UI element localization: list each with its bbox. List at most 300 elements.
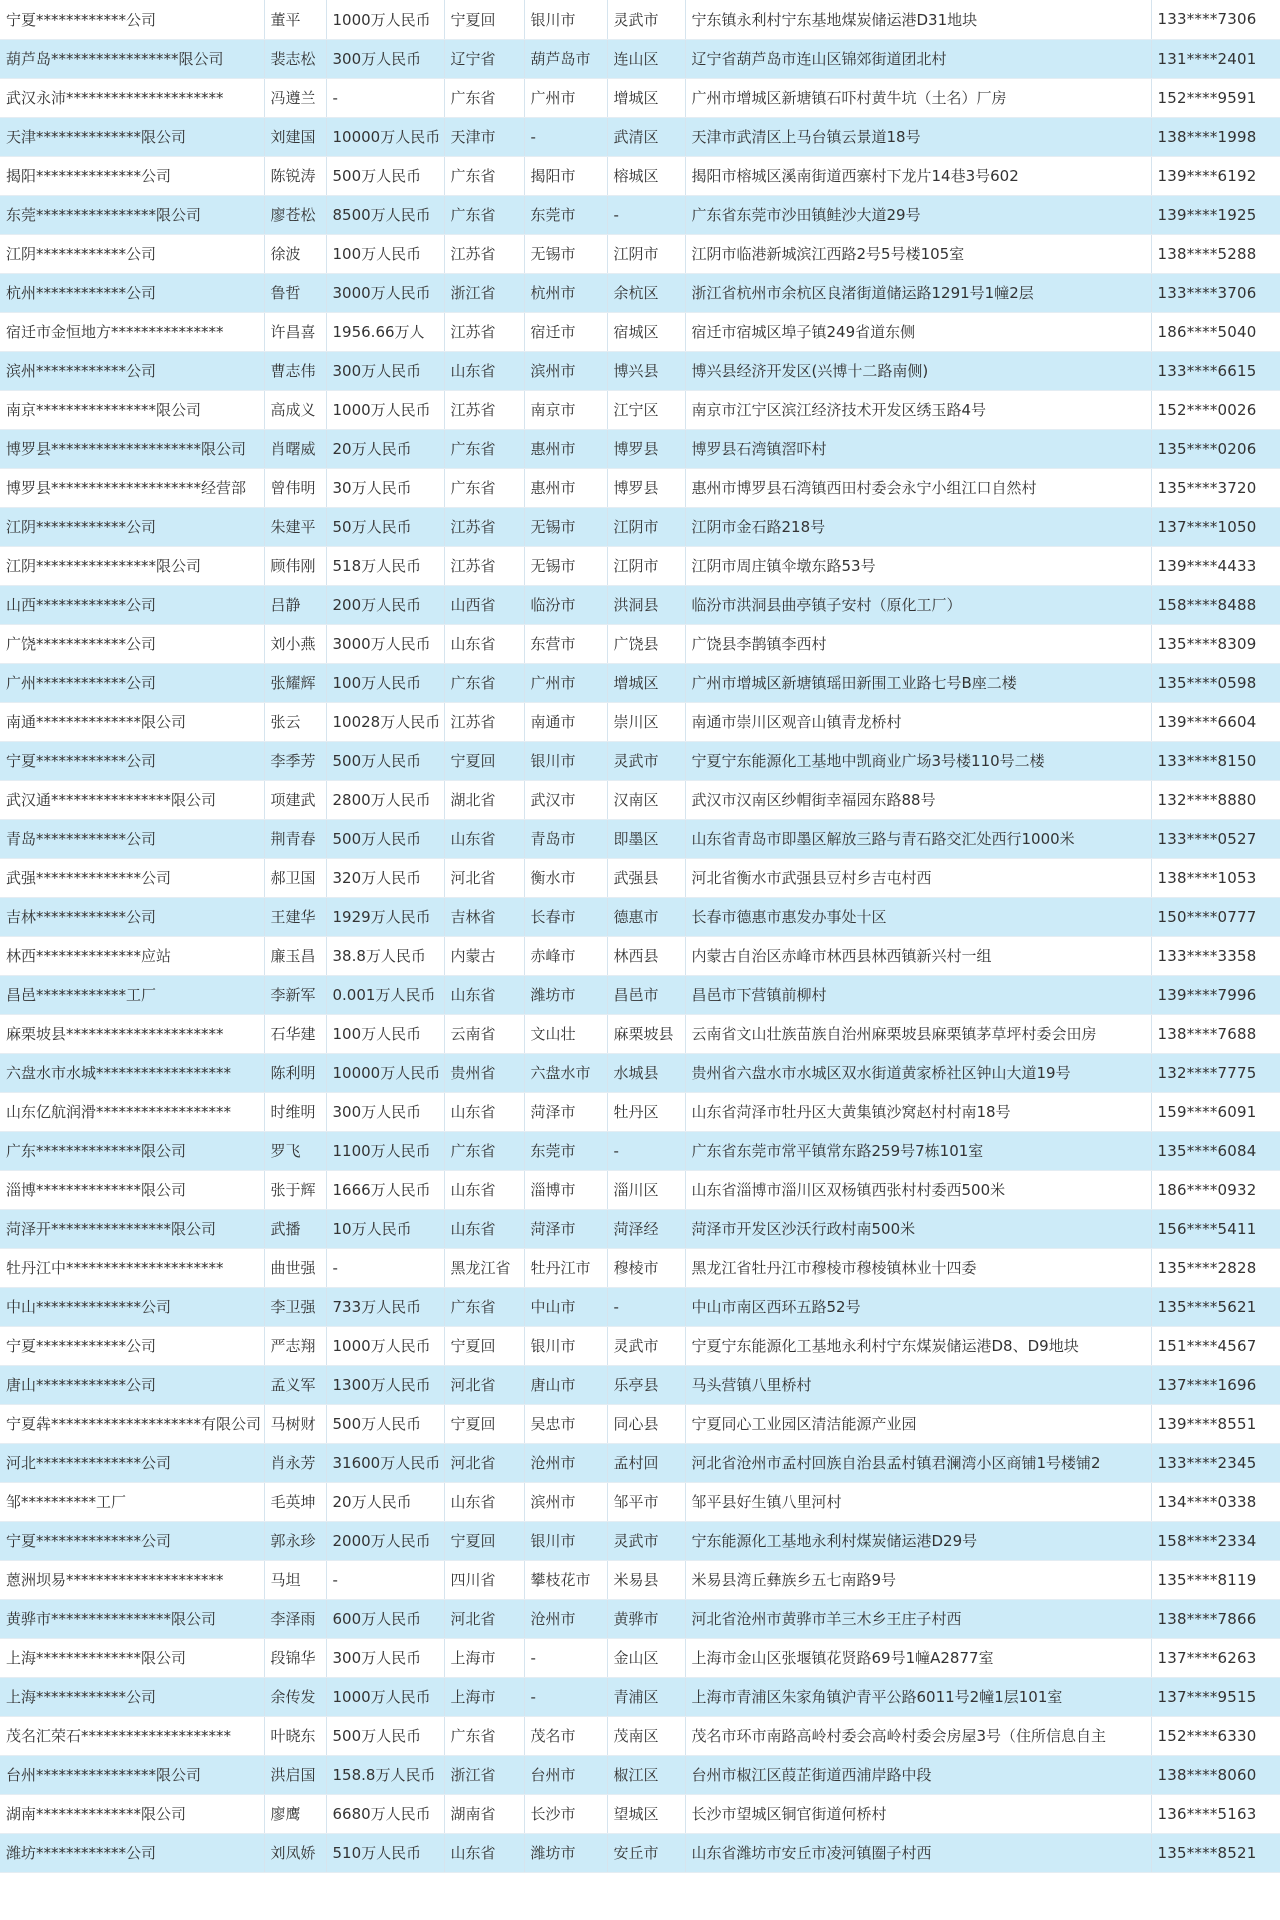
province-cell: 江苏省 [444, 312, 524, 351]
district-cell: 水城县 [607, 1053, 685, 1092]
registered-capital-cell: 2000万人民币 [326, 1521, 444, 1560]
company-name-cell: 茂名汇荣石******************** [0, 1716, 264, 1755]
district-cell: 崇川区 [607, 702, 685, 741]
province-cell: 河北省 [444, 1443, 524, 1482]
city-cell: 菏泽市 [524, 1209, 607, 1248]
address-cell: 宁夏宁东能源化工基地永利村宁东煤炭储运港D8、D9地块 [685, 1326, 1151, 1365]
address-cell: 惠州市博罗县石湾镇西田村委会永宁小组江口自然村 [685, 468, 1151, 507]
city-cell: 淄博市 [524, 1170, 607, 1209]
district-cell: 江宁区 [607, 390, 685, 429]
phone-cell: 132****8880 [1151, 780, 1280, 819]
company-name-cell: 江阴************公司 [0, 507, 264, 546]
address-cell: 江阴市临港新城滨江西路2号5号楼105室 [685, 234, 1151, 273]
province-cell: 山东省 [444, 1170, 524, 1209]
contact-person-cell: 项建武 [264, 780, 326, 819]
registered-capital-cell: 200万人民币 [326, 585, 444, 624]
district-cell: 江阴市 [607, 507, 685, 546]
district-cell: 武清区 [607, 117, 685, 156]
registered-capital-cell: - [326, 1248, 444, 1287]
province-cell: 湖北省 [444, 780, 524, 819]
company-name-cell: 台州****************限公司 [0, 1755, 264, 1794]
contact-person-cell: 郭永珍 [264, 1521, 326, 1560]
contact-person-cell: 李季芳 [264, 741, 326, 780]
table-row [0, 585, 1280, 624]
phone-cell: 151****4567 [1151, 1326, 1280, 1365]
province-cell: 湖南省 [444, 1794, 524, 1833]
company-name-cell: 天津**************限公司 [0, 117, 264, 156]
city-cell: 沧州市 [524, 1443, 607, 1482]
phone-cell: 152****6330 [1151, 1716, 1280, 1755]
phone-cell: 135****0206 [1151, 429, 1280, 468]
phone-cell: 133****3706 [1151, 273, 1280, 312]
registered-capital-cell: 2800万人民币 [326, 780, 444, 819]
district-cell: 麻栗坡县 [607, 1014, 685, 1053]
registered-capital-cell: 10000万人民币 [326, 117, 444, 156]
address-cell: 中山市南区西环五路52号 [685, 1287, 1151, 1326]
registered-capital-cell: 0.001万人民币 [326, 975, 444, 1014]
contact-person-cell: 时维明 [264, 1092, 326, 1131]
contact-person-cell: 刘建国 [264, 117, 326, 156]
table-row [0, 507, 1280, 546]
phone-cell: 139****8551 [1151, 1404, 1280, 1443]
phone-cell: 186****0932 [1151, 1170, 1280, 1209]
city-cell: 六盘水市 [524, 1053, 607, 1092]
district-cell: 金山区 [607, 1638, 685, 1677]
address-cell: 广东省东莞市沙田镇鲑沙大道29号 [685, 195, 1151, 234]
province-cell: 宁夏回 [444, 1521, 524, 1560]
phone-cell: 133****6615 [1151, 351, 1280, 390]
company-name-cell: 宁夏**************公司 [0, 1521, 264, 1560]
contact-person-cell: 廉玉昌 [264, 936, 326, 975]
address-cell: 菏泽市开发区沙沃行政村南500米 [685, 1209, 1151, 1248]
contact-person-cell: 荆青春 [264, 819, 326, 858]
table-row [0, 702, 1280, 741]
address-cell: 山东省菏泽市牡丹区大黄集镇沙窝赵村村南18号 [685, 1092, 1151, 1131]
city-cell: 牡丹江市 [524, 1248, 607, 1287]
city-cell: 滨州市 [524, 1482, 607, 1521]
address-cell: 临汾市洪洞县曲亭镇子安村（原化工厂） [685, 585, 1151, 624]
province-cell: 广东省 [444, 663, 524, 702]
address-cell: 宁夏宁东能源化工基地中凯商业广场3号楼110号二楼 [685, 741, 1151, 780]
registered-capital-cell: 500万人民币 [326, 156, 444, 195]
registered-capital-cell: 300万人民币 [326, 1092, 444, 1131]
table-row [0, 663, 1280, 702]
registered-capital-cell: 733万人民币 [326, 1287, 444, 1326]
company-name-cell: 广州************公司 [0, 663, 264, 702]
address-cell: 河北省衡水市武强县豆村乡吉屯村西 [685, 858, 1151, 897]
table-row [0, 1443, 1280, 1482]
registered-capital-cell: 1000万人民币 [326, 390, 444, 429]
district-cell: 连山区 [607, 39, 685, 78]
company-name-cell: 上海************公司 [0, 1677, 264, 1716]
province-cell: 四川省 [444, 1560, 524, 1599]
table-row [0, 1755, 1280, 1794]
district-cell: 洪洞县 [607, 585, 685, 624]
province-cell: 山东省 [444, 819, 524, 858]
district-cell: 博兴县 [607, 351, 685, 390]
province-cell: 山东省 [444, 1209, 524, 1248]
contact-person-cell: 刘小燕 [264, 624, 326, 663]
city-cell: 无锡市 [524, 507, 607, 546]
address-cell: 长沙市望城区铜官街道何桥村 [685, 1794, 1151, 1833]
phone-cell: 138****5288 [1151, 234, 1280, 273]
registered-capital-cell: 50万人民币 [326, 507, 444, 546]
district-cell: 米易县 [607, 1560, 685, 1599]
province-cell: 山东省 [444, 975, 524, 1014]
province-cell: 广东省 [444, 195, 524, 234]
city-cell: - [524, 1677, 607, 1716]
address-cell: 江阴市周庄镇伞墩东路53号 [685, 546, 1151, 585]
city-cell: 惠州市 [524, 468, 607, 507]
table-row [0, 1131, 1280, 1170]
company-name-cell: 邹**********工厂 [0, 1482, 264, 1521]
table-row [0, 1833, 1280, 1872]
contact-person-cell: 吕静 [264, 585, 326, 624]
address-cell: 浙江省杭州市余杭区良渚街道储运路1291号1幢2层 [685, 273, 1151, 312]
registered-capital-cell: 100万人民币 [326, 234, 444, 273]
address-cell: 上海市金山区张堰镇花贤路69号1幢A2877室 [685, 1638, 1151, 1677]
city-cell: 银川市 [524, 741, 607, 780]
address-cell: 宁东镇永利村宁东基地煤炭储运港D31地块 [685, 0, 1151, 39]
contact-person-cell: 曹志伟 [264, 351, 326, 390]
company-name-cell: 东莞****************限公司 [0, 195, 264, 234]
phone-cell: 133****2345 [1151, 1443, 1280, 1482]
district-cell: 博罗县 [607, 429, 685, 468]
registered-capital-cell: 30万人民币 [326, 468, 444, 507]
district-cell: 江阴市 [607, 234, 685, 273]
registered-capital-cell: 300万人民币 [326, 1638, 444, 1677]
company-name-cell: 唐山************公司 [0, 1365, 264, 1404]
province-cell: 内蒙古 [444, 936, 524, 975]
company-name-cell: 江阴************公司 [0, 234, 264, 273]
phone-cell: 135****8119 [1151, 1560, 1280, 1599]
company-name-cell: 广饶************公司 [0, 624, 264, 663]
registered-capital-cell: 100万人民币 [326, 663, 444, 702]
company-name-cell: 广东**************限公司 [0, 1131, 264, 1170]
phone-cell: 139****7996 [1151, 975, 1280, 1014]
city-cell: 杭州市 [524, 273, 607, 312]
registered-capital-cell: 1300万人民币 [326, 1365, 444, 1404]
address-cell: 茂名市环市南路高岭村委会高岭村委会房屋3号（住所信息自主 [685, 1716, 1151, 1755]
contact-person-cell: 孟义军 [264, 1365, 326, 1404]
address-cell: 宁东能源化工基地永利村煤炭储运港D29号 [685, 1521, 1151, 1560]
contact-person-cell: 石华建 [264, 1014, 326, 1053]
district-cell: 灵武市 [607, 1521, 685, 1560]
table-row [0, 1482, 1280, 1521]
phone-cell: 131****2401 [1151, 39, 1280, 78]
province-cell: 辽宁省 [444, 39, 524, 78]
registered-capital-cell: 38.8万人民币 [326, 936, 444, 975]
table-row [0, 1365, 1280, 1404]
province-cell: 黑龙江省 [444, 1248, 524, 1287]
registered-capital-cell: 1000万人民币 [326, 1326, 444, 1365]
table-row [0, 312, 1280, 351]
registered-capital-cell: 6680万人民币 [326, 1794, 444, 1833]
company-name-cell: 江阴****************限公司 [0, 546, 264, 585]
district-cell: 汉南区 [607, 780, 685, 819]
company-name-cell: 葫芦岛*****************限公司 [0, 39, 264, 78]
city-cell: 长春市 [524, 897, 607, 936]
province-cell: 河北省 [444, 858, 524, 897]
contact-person-cell: 叶晓东 [264, 1716, 326, 1755]
district-cell: 安丘市 [607, 1833, 685, 1872]
registered-capital-cell: 8500万人民币 [326, 195, 444, 234]
contact-person-cell: 张于辉 [264, 1170, 326, 1209]
province-cell: 河北省 [444, 1365, 524, 1404]
province-cell: 浙江省 [444, 273, 524, 312]
district-cell: 德惠市 [607, 897, 685, 936]
contact-person-cell: 王建华 [264, 897, 326, 936]
phone-cell: 137****9515 [1151, 1677, 1280, 1716]
district-cell: 望城区 [607, 1794, 685, 1833]
address-cell: 河北省沧州市孟村回族自治县孟村镇君澜湾小区商铺1号楼铺2 [685, 1443, 1151, 1482]
province-cell: 江苏省 [444, 546, 524, 585]
table-row [0, 273, 1280, 312]
registered-capital-cell: 20万人民币 [326, 1482, 444, 1521]
district-cell: 增城区 [607, 78, 685, 117]
district-cell: 青浦区 [607, 1677, 685, 1716]
contact-person-cell: 曲世强 [264, 1248, 326, 1287]
province-cell: 广东省 [444, 1716, 524, 1755]
company-name-cell: 潍坊************公司 [0, 1833, 264, 1872]
registered-capital-cell: 320万人民币 [326, 858, 444, 897]
company-name-cell: 吉林************公司 [0, 897, 264, 936]
address-cell: 云南省文山壮族苗族自治州麻栗坡县麻栗镇茅草坪村委会田房 [685, 1014, 1151, 1053]
table-row [0, 780, 1280, 819]
table-row [0, 351, 1280, 390]
province-cell: 山东省 [444, 351, 524, 390]
city-cell: 茂名市 [524, 1716, 607, 1755]
table-row [0, 390, 1280, 429]
province-cell: 天津市 [444, 117, 524, 156]
address-cell: 台州市椒江区葭芷街道西浦岸路中段 [685, 1755, 1151, 1794]
district-cell: 淄川区 [607, 1170, 685, 1209]
company-name-cell: 宁夏************公司 [0, 0, 264, 39]
address-cell: 揭阳市榕城区溪南街道西寨村下龙片14巷3号602 [685, 156, 1151, 195]
city-cell: 沧州市 [524, 1599, 607, 1638]
company-name-cell: 湖南**************限公司 [0, 1794, 264, 1833]
district-cell: 林西县 [607, 936, 685, 975]
company-name-cell: 武强**************公司 [0, 858, 264, 897]
address-cell: 南通市崇川区观音山镇青龙桥村 [685, 702, 1151, 741]
district-cell: 广饶县 [607, 624, 685, 663]
phone-cell: 134****0338 [1151, 1482, 1280, 1521]
table-row [0, 156, 1280, 195]
phone-cell: 133****0527 [1151, 819, 1280, 858]
table-row [0, 975, 1280, 1014]
phone-cell: 138****7688 [1151, 1014, 1280, 1053]
city-cell: 临汾市 [524, 585, 607, 624]
table-row [0, 195, 1280, 234]
district-cell: 榕城区 [607, 156, 685, 195]
province-cell: 广东省 [444, 429, 524, 468]
city-cell: 银川市 [524, 1326, 607, 1365]
phone-cell: 135****2828 [1151, 1248, 1280, 1287]
table-row [0, 1521, 1280, 1560]
company-name-cell: 杭州************公司 [0, 273, 264, 312]
company-name-cell: 中山**************公司 [0, 1287, 264, 1326]
phone-cell: 135****5621 [1151, 1287, 1280, 1326]
table-row [0, 546, 1280, 585]
registered-capital-cell: 500万人民币 [326, 1716, 444, 1755]
contact-person-cell: 徐波 [264, 234, 326, 273]
company-name-cell: 宿迁市金恒地方*************** [0, 312, 264, 351]
table-row [0, 429, 1280, 468]
city-cell: 滨州市 [524, 351, 607, 390]
company-name-cell: 宁夏************公司 [0, 741, 264, 780]
phone-cell: 135****0598 [1151, 663, 1280, 702]
address-cell: 江阴市金石路218号 [685, 507, 1151, 546]
phone-cell: 139****1925 [1151, 195, 1280, 234]
address-cell: 广州市增城区新塘镇瑶田新围工业路七号B座二楼 [685, 663, 1151, 702]
district-cell: 孟村回 [607, 1443, 685, 1482]
province-cell: 上海市 [444, 1677, 524, 1716]
city-cell: 广州市 [524, 663, 607, 702]
table-row [0, 1638, 1280, 1677]
registered-capital-cell: 1666万人民币 [326, 1170, 444, 1209]
address-cell: 宿迁市宿城区埠子镇249省道东侧 [685, 312, 1151, 351]
province-cell: 江苏省 [444, 390, 524, 429]
address-cell: 山东省淄博市淄川区双杨镇西张村村委西500米 [685, 1170, 1151, 1209]
company-name-cell: 山东亿航润滑****************** [0, 1092, 264, 1131]
table-row [0, 1716, 1280, 1755]
company-name-cell: 宁夏************公司 [0, 1326, 264, 1365]
city-cell: 台州市 [524, 1755, 607, 1794]
phone-cell: 138****7866 [1151, 1599, 1280, 1638]
city-cell: 东莞市 [524, 195, 607, 234]
address-cell: 辽宁省葫芦岛市连山区锦郊街道团北村 [685, 39, 1151, 78]
city-cell: 无锡市 [524, 546, 607, 585]
city-cell: 东营市 [524, 624, 607, 663]
address-cell: 昌邑市下营镇前柳村 [685, 975, 1151, 1014]
phone-cell: 135****8309 [1151, 624, 1280, 663]
contact-person-cell: 鲁哲 [264, 273, 326, 312]
district-cell: 灵武市 [607, 741, 685, 780]
address-cell: 广饶县李鹊镇李西村 [685, 624, 1151, 663]
province-cell: 山西省 [444, 585, 524, 624]
contact-person-cell: 洪启国 [264, 1755, 326, 1794]
address-cell: 米易县湾丘彝族乡五七南路9号 [685, 1560, 1151, 1599]
city-cell: 南通市 [524, 702, 607, 741]
company-name-cell: 菏泽开****************限公司 [0, 1209, 264, 1248]
district-cell: 即墨区 [607, 819, 685, 858]
phone-cell: 186****5040 [1151, 312, 1280, 351]
contact-person-cell: 肖永芳 [264, 1443, 326, 1482]
registered-capital-cell: 300万人民币 [326, 351, 444, 390]
table-row [0, 1170, 1280, 1209]
district-cell: 椒江区 [607, 1755, 685, 1794]
contact-person-cell: 郝卫国 [264, 858, 326, 897]
contact-person-cell: 廖苍松 [264, 195, 326, 234]
contact-person-cell: 李新军 [264, 975, 326, 1014]
city-cell: 菏泽市 [524, 1092, 607, 1131]
address-cell: 广东省东莞市常平镇常东路259号7栋101室 [685, 1131, 1151, 1170]
city-cell: 广州市 [524, 78, 607, 117]
contact-person-cell: 毛英坤 [264, 1482, 326, 1521]
city-cell: 潍坊市 [524, 975, 607, 1014]
table-row [0, 819, 1280, 858]
table-row [0, 1404, 1280, 1443]
city-cell: 南京市 [524, 390, 607, 429]
registered-capital-cell: - [326, 1560, 444, 1599]
district-cell: 江阴市 [607, 546, 685, 585]
registered-capital-cell: 31600万人民币 [326, 1443, 444, 1482]
phone-cell: 135****6084 [1151, 1131, 1280, 1170]
table-row [0, 1326, 1280, 1365]
contact-person-cell: 马坦 [264, 1560, 326, 1599]
phone-cell: 139****6604 [1151, 702, 1280, 741]
city-cell: 银川市 [524, 0, 607, 39]
table-row [0, 1677, 1280, 1716]
phone-cell: 135****3720 [1151, 468, 1280, 507]
phone-cell: 137****1696 [1151, 1365, 1280, 1404]
contact-person-cell: 廖鹰 [264, 1794, 326, 1833]
district-cell: 邹平市 [607, 1482, 685, 1521]
district-cell: - [607, 1131, 685, 1170]
address-cell: 天津市武清区上马台镇云景道18号 [685, 117, 1151, 156]
contact-person-cell: 裴志松 [264, 39, 326, 78]
contact-person-cell: 马树财 [264, 1404, 326, 1443]
phone-cell: 139****4433 [1151, 546, 1280, 585]
city-cell: 揭阳市 [524, 156, 607, 195]
province-cell: 江苏省 [444, 702, 524, 741]
city-cell: 攀枝花市 [524, 1560, 607, 1599]
registered-capital-cell: 3000万人民币 [326, 273, 444, 312]
company-name-cell: 滨州************公司 [0, 351, 264, 390]
city-cell: 东莞市 [524, 1131, 607, 1170]
province-cell: 吉林省 [444, 897, 524, 936]
district-cell: 乐亭县 [607, 1365, 685, 1404]
city-cell: 葫芦岛市 [524, 39, 607, 78]
table-row [0, 1560, 1280, 1599]
table-row [0, 1599, 1280, 1638]
phone-cell: 139****6192 [1151, 156, 1280, 195]
contact-person-cell: 肖曙威 [264, 429, 326, 468]
table-row [0, 39, 1280, 78]
registered-capital-cell: 1000万人民币 [326, 0, 444, 39]
table-row [0, 1287, 1280, 1326]
registered-capital-cell: 1000万人民币 [326, 1677, 444, 1716]
table-row [0, 741, 1280, 780]
table-row [0, 1092, 1280, 1131]
city-cell: 长沙市 [524, 1794, 607, 1833]
phone-cell: 133****8150 [1151, 741, 1280, 780]
registered-capital-cell: 300万人民币 [326, 39, 444, 78]
contact-person-cell: 武播 [264, 1209, 326, 1248]
address-cell: 贵州省六盘水市水城区双水街道黄家桥社区钟山大道19号 [685, 1053, 1151, 1092]
table-row [0, 0, 1280, 39]
table-row [0, 78, 1280, 117]
city-cell: 衡水市 [524, 858, 607, 897]
table-row [0, 936, 1280, 975]
district-cell: - [607, 195, 685, 234]
company-name-cell: 山西************公司 [0, 585, 264, 624]
table-row [0, 897, 1280, 936]
phone-cell: 138****1998 [1151, 117, 1280, 156]
contact-person-cell: 余传发 [264, 1677, 326, 1716]
company-name-cell: 武汉通****************限公司 [0, 780, 264, 819]
contact-person-cell: 段锦华 [264, 1638, 326, 1677]
province-cell: 江苏省 [444, 234, 524, 273]
phone-cell: 152****9591 [1151, 78, 1280, 117]
district-cell: 穆棱市 [607, 1248, 685, 1287]
contact-person-cell: 高成义 [264, 390, 326, 429]
phone-cell: 158****8488 [1151, 585, 1280, 624]
registered-capital-cell: 1100万人民币 [326, 1131, 444, 1170]
contact-person-cell: 张耀辉 [264, 663, 326, 702]
city-cell: 惠州市 [524, 429, 607, 468]
city-cell: 银川市 [524, 1521, 607, 1560]
